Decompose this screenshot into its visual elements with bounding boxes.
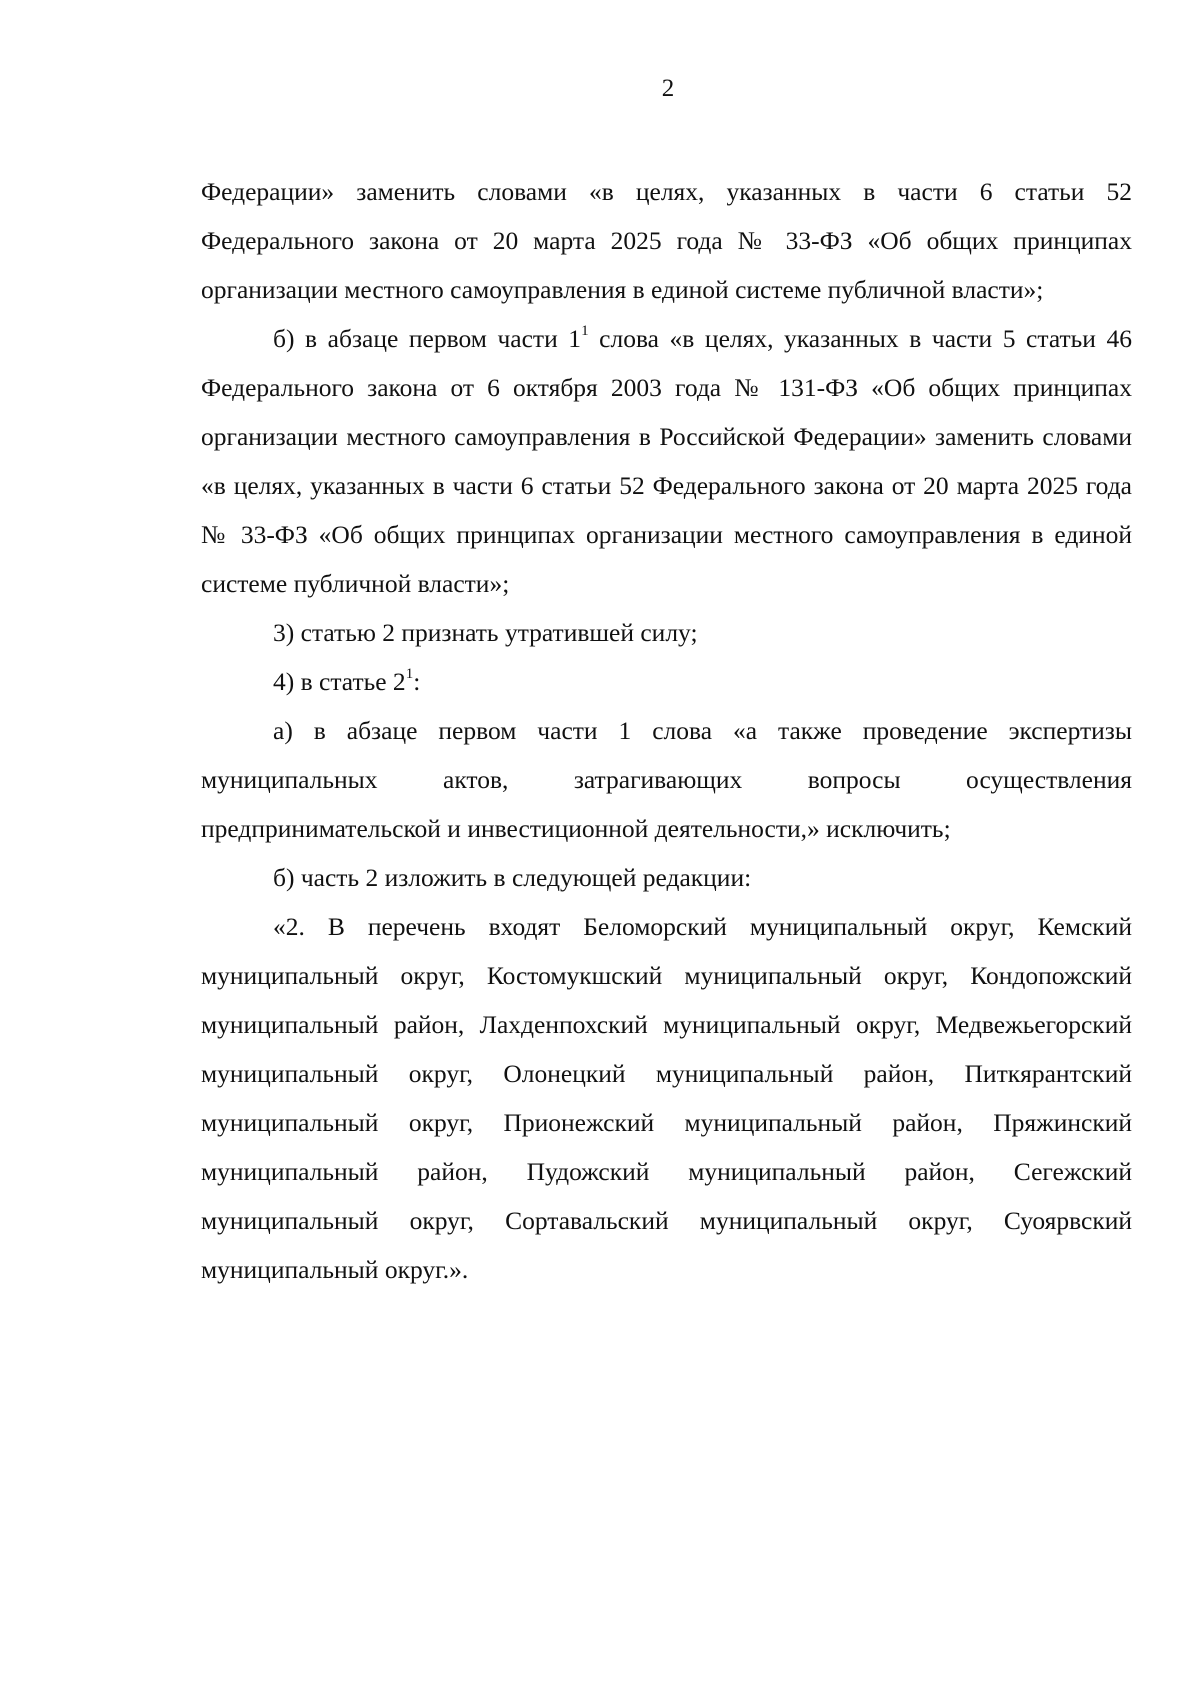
paragraph-item-4: [201, 657, 1132, 706]
superscript-index: 1: [405, 665, 414, 682]
paragraph-item-4-text: 4) в статье 2: [273, 667, 406, 696]
paragraph-item-4a: а) в абзаце первом части 1 слова «а также проведение экспертизы муниципальных актов, затрагивающих вопросы осуществления предпринимательской и инвестиционной деятельности,» исключить;: [201, 716, 1132, 843]
paragraph-item-4-colon: :: [413, 667, 421, 696]
superscript-index: 1: [581, 322, 589, 339]
paragraph-b-text-end: слова «в целях, указанных в части 5 статьи 46 Федерального закона от 6 октября 2003 года № 131-ФЗ «Об общих принципах организации местного самоуправления в Российской Федерации» заменить словами «в целях, указанных в части 6 статьи 52 Федерального закона от 20 марта 2025 года № 33-ФЗ «Об общих принципах организации местного самоуправления в единой системе публичной власти»;: [201, 324, 1132, 598]
document-body: [201, 167, 1132, 1294]
paragraph-b-text-start: б) в абзаце первом части 1: [273, 324, 582, 353]
paragraph-continuation: Федерации» заменить словами «в целях, указанных в части 6 статьи 52 Федерального закона от 20 марта 2025 года № 33-ФЗ «Об общих принципах организации местного самоуправления в единой системе публичной власти»;: [201, 177, 1132, 304]
paragraph-item-3: 3) статью 2 признать утратившей силу;: [273, 618, 698, 647]
page-number: 2: [661, 75, 675, 102]
paragraph-item-4b: б) часть 2 изложить в следующей редакции:: [273, 863, 752, 892]
paragraph-new-part-2: «2. В перечень входят Беломорский муниципальный округ, Кемский муниципальный округ, Костомукшский муниципальный округ, Кондопожский муниципальный район, Лахденпохский муниципальный округ, Медвежьегорский муниципальный округ, Олонецкий муниципальный район, Питкярантский муниципальный округ, Прионежский муниципальный район, Пряжинский муниципальный район, Пудожский муниципальный район, Сегежский муниципальный округ, Сортавальский муниципальный округ, Суоярвский муниципальный округ.».: [201, 912, 1132, 1284]
paragraph-b-amendment: [201, 314, 1132, 608]
